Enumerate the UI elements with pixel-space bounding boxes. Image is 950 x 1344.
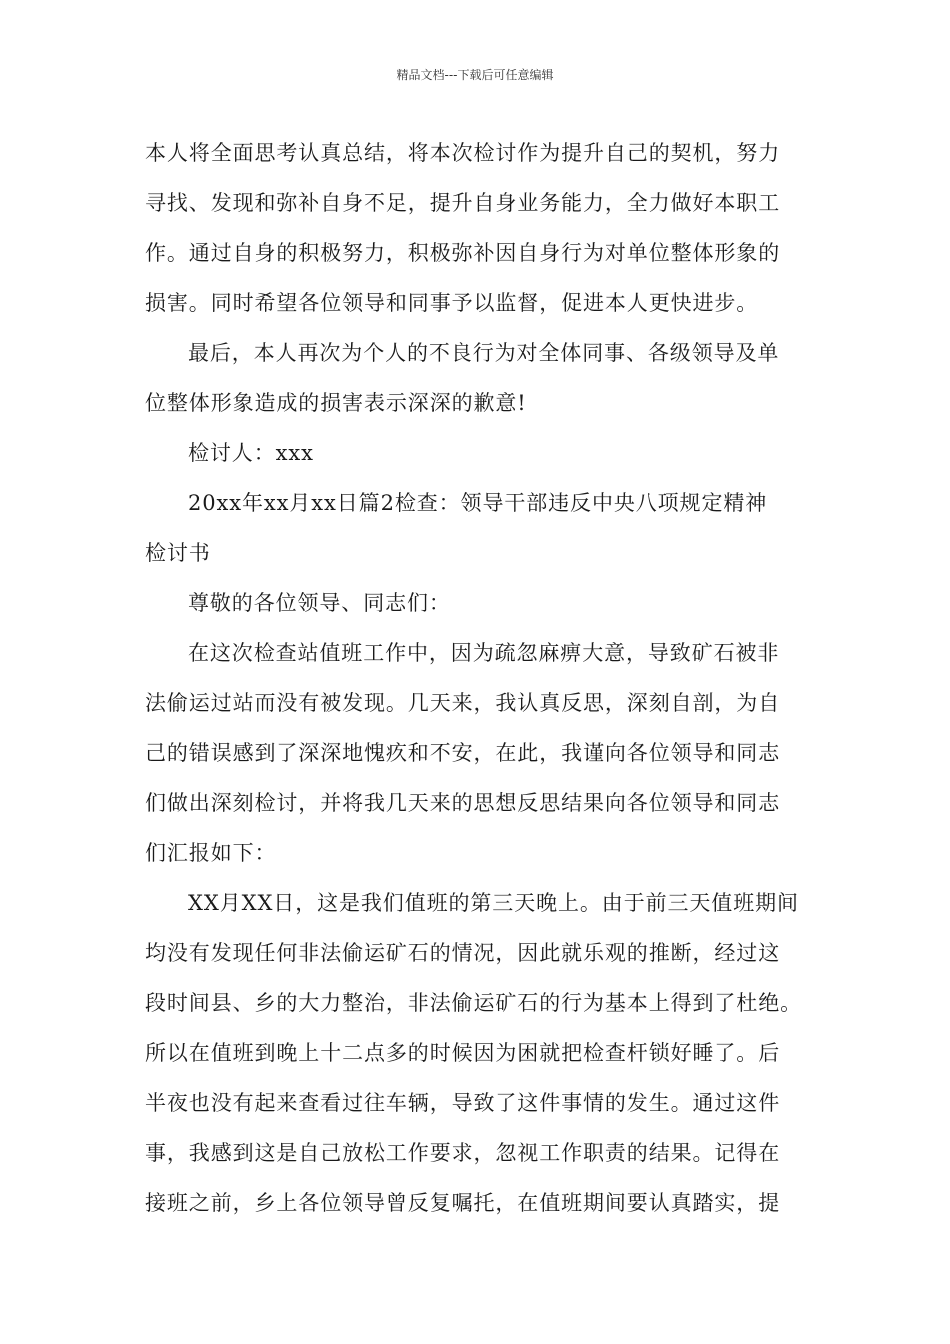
text-line: 事，我感到这是自己放松工作要求，忽视工作职责的结果。记得在 (145, 1141, 781, 1165)
text-line: XX月XX日，这是我们值班的第三天晚上。由于前三天值班期间 (188, 891, 799, 915)
text-line: 20xx年xx月xx日篇2检查：领导干部违反中央八项规定精神 (188, 491, 768, 515)
text-line: 在这次检查站值班工作中，因为疏忽麻痹大意，导致矿石被非 (188, 641, 780, 665)
text-line: 最后，本人再次为个人的不良行为对全体同事、各级领导及单 (188, 341, 780, 365)
page-header: 精品文档---下载后可任意编辑 (396, 68, 554, 82)
text-line: 己的错误感到了深深地愧疚和不安，在此，我谨向各位领导和同志 (145, 741, 781, 765)
text-line: 作。通过自身的积极努力，积极弥补因自身行为对单位整体形象的 (145, 241, 781, 265)
text-line: 检讨书 (145, 541, 211, 565)
text-line: 寻找、发现和弥补自身不足，提升自身业务能力，全力做好本职工 (145, 191, 781, 215)
text-line: 们汇报如下： (145, 841, 277, 865)
document-body (145, 128, 817, 1228)
text-line: 本人将全面思考认真总结，将本次检讨作为提升自己的契机，努力 (145, 141, 781, 165)
text-line: 均没有发现任何非法偷运矿石的情况，因此就乐观的推断，经过这 (145, 941, 781, 965)
text-line: 半夜也没有起来查看过往车辆，导致了这件事情的发生。通过这件 (145, 1091, 781, 1115)
text-line: 尊敬的各位领导、同志们： (188, 591, 451, 615)
text-line: 所以在值班到晚上十二点多的时候因为困就把检查杆锁好睡了。后 (145, 1041, 781, 1065)
text-line: 位整体形象造成的损害表示深深的歉意! (145, 391, 527, 415)
text-line: 检讨人：xxx (188, 441, 314, 465)
text-line: 损害。同时希望各位领导和同事予以监督，促进本人更快进步。 (145, 291, 759, 315)
text-line: 接班之前，乡上各位领导曾反复嘱托，在值班期间要认真踏实，提 (145, 1191, 781, 1215)
text-line: 们做出深刻检讨，并将我几天来的思想反思结果向各位领导和同志 (145, 791, 781, 815)
text-line: 法偷运过站而没有被发现。几天来，我认真反思，深刻自剖，为自 (145, 691, 781, 715)
text-line: 段时间县、乡的大力整治，非法偷运矿石的行为基本上得到了杜绝。 (145, 991, 802, 1015)
